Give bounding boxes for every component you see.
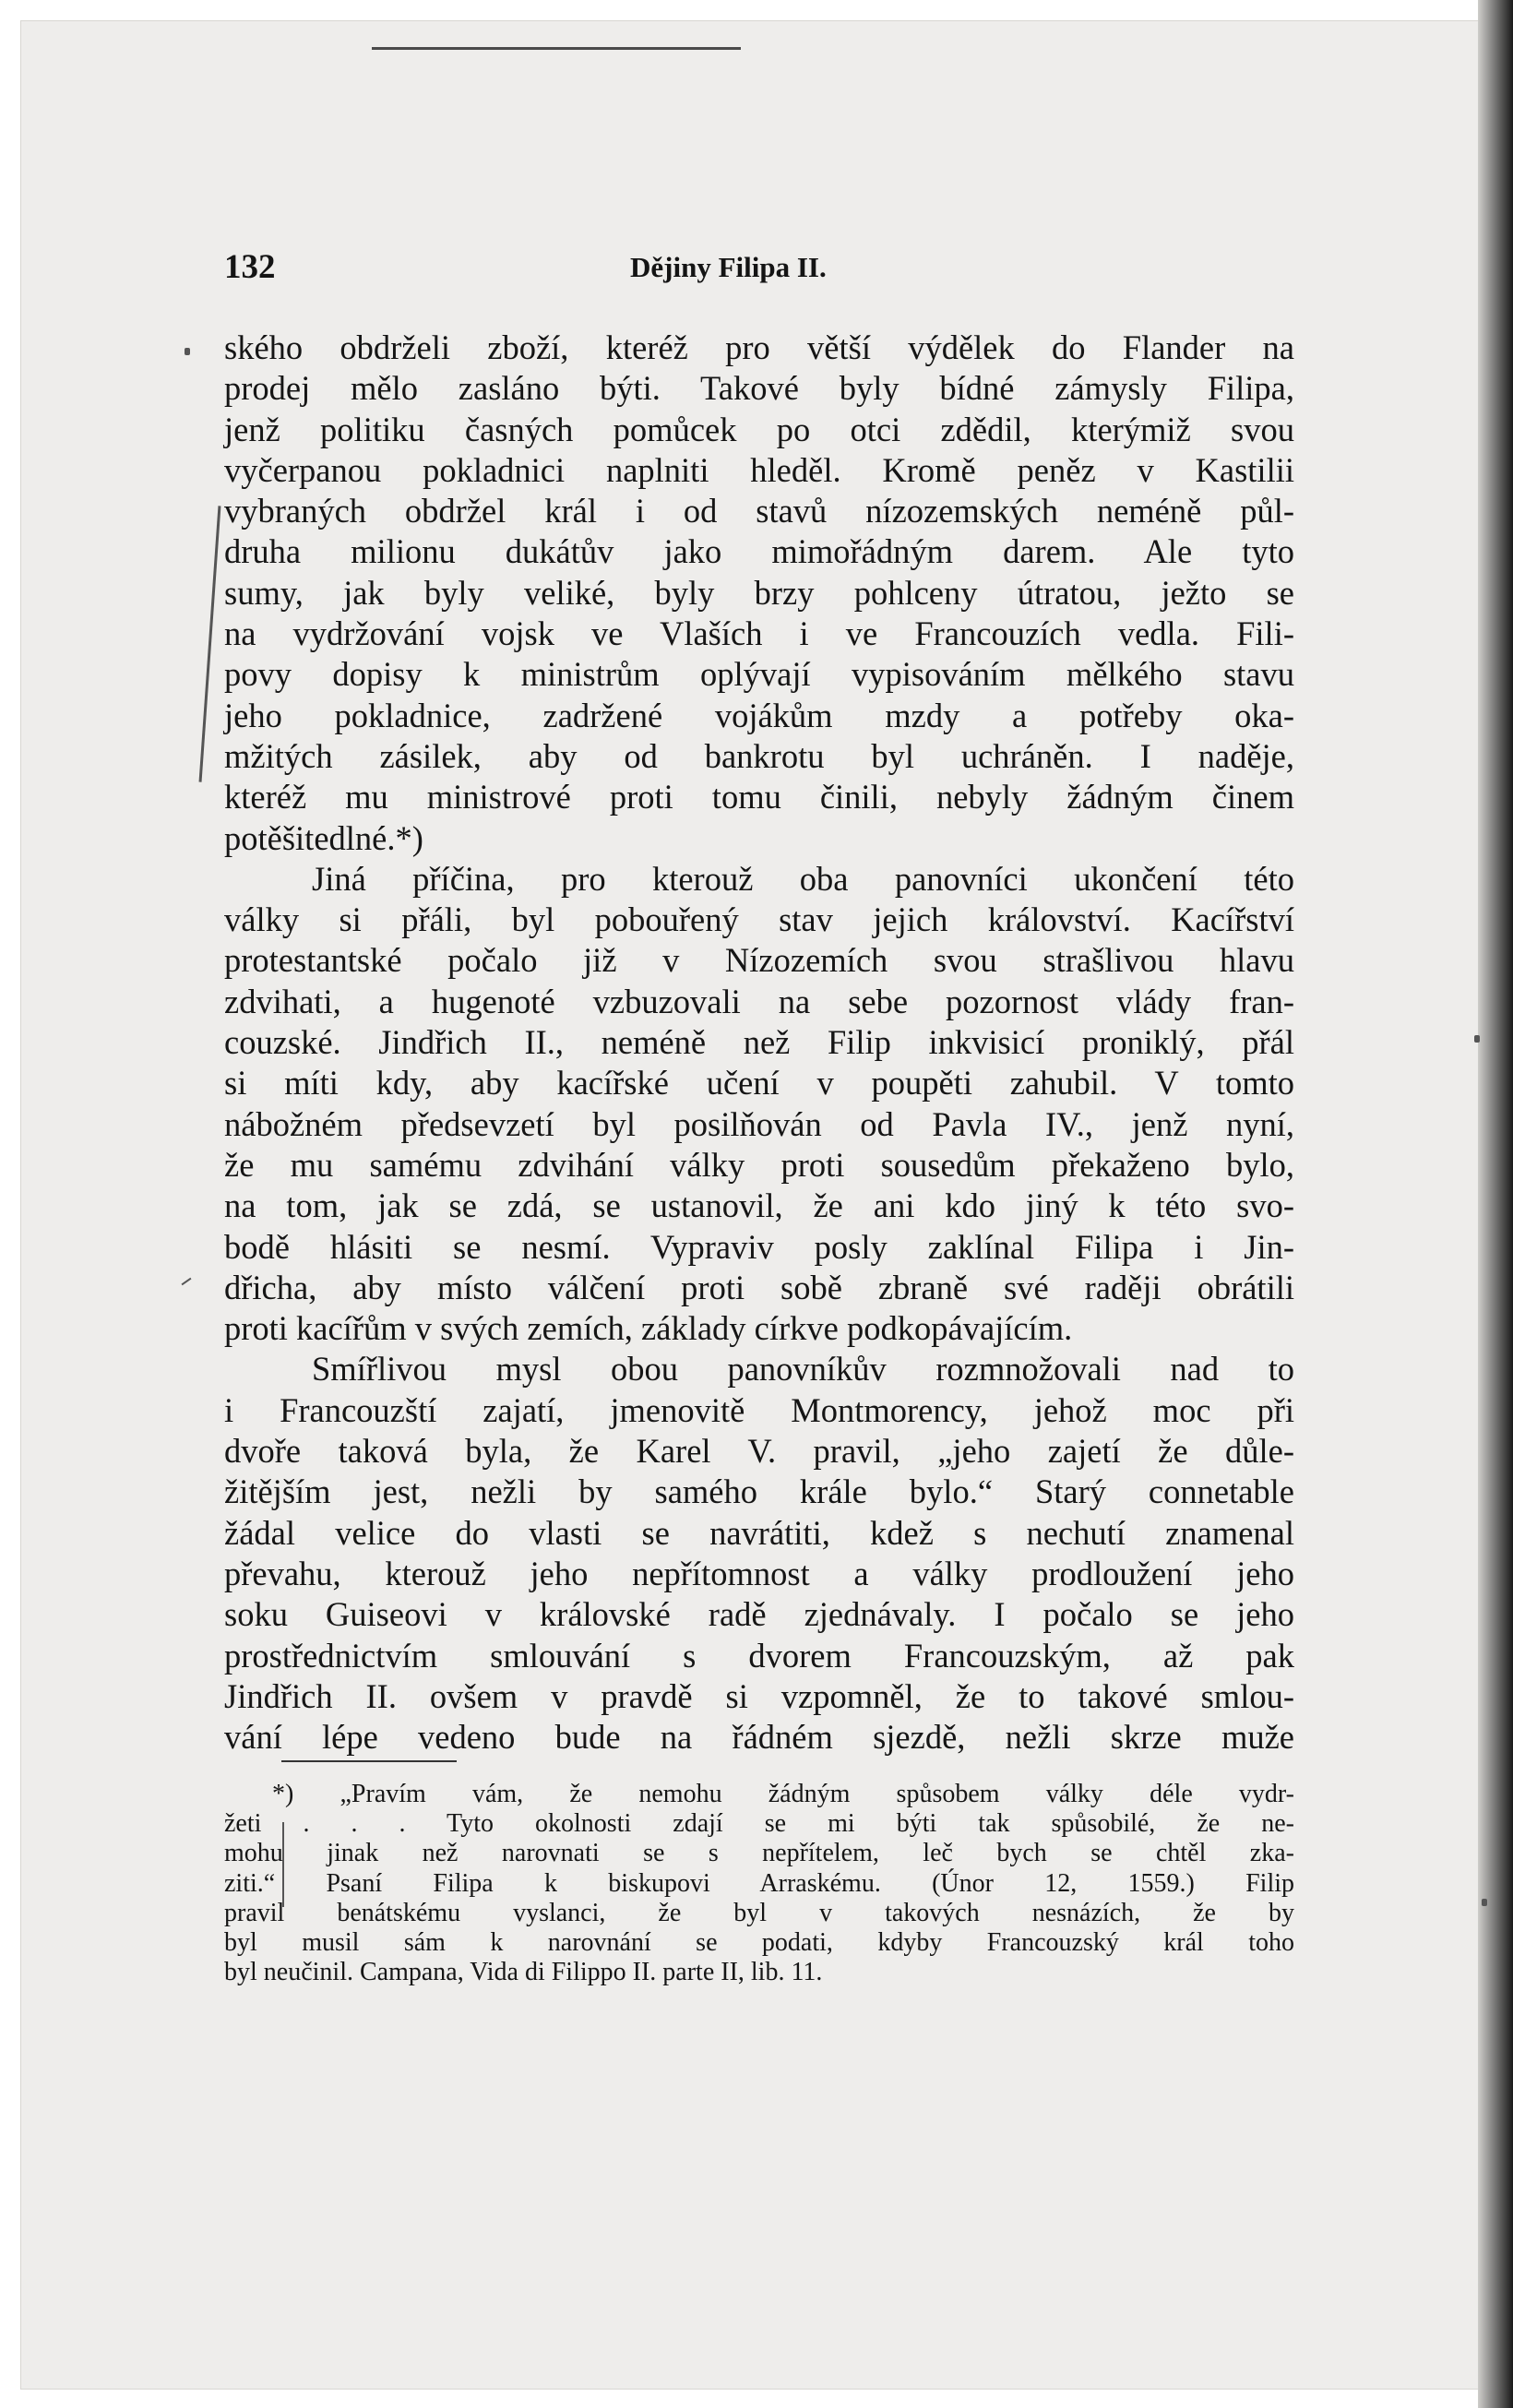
text-line: jenž politiku časných pomůcek po otci zdědil, kterýmiž svou — [224, 410, 1294, 448]
scan-edge-shadow — [1478, 0, 1513, 2408]
footnote-block — [224, 1780, 1294, 1987]
text-line: na tom, jak se zdá, se ustanovil, že ani kdo jiný k této svo- — [224, 1186, 1294, 1225]
text-line: povy dopisy k ministrům oplývají vypisováním mělkého stavu — [224, 655, 1294, 694]
text-line: i Francouzští zajatí, jmenovitě Montmorency, jehož moc při — [224, 1390, 1294, 1429]
text-line: Jindřich II. ovšem v pravdě si vzpomněl, že to takové smlou- — [224, 1676, 1294, 1715]
footnote-line: pravil benátskému vyslanci, že byl v takových nesnázích, že by — [224, 1898, 1294, 1927]
footnote-line: ziti.“ Psaní Filipa k biskupovi Arraskému. (Únor 12, 1559.) Filip — [224, 1868, 1294, 1898]
margin-dot — [185, 348, 190, 355]
text-line: soku Guiseovi v královské radě zjednávaly. I počalo se jeho — [224, 1595, 1294, 1634]
text-line: že mu samému zdvihání války proti sousedům překaženo bylo, — [224, 1145, 1294, 1184]
paragraph-start-line: Jiná příčina, pro kterouž oba panovníci ukončení této — [312, 859, 1294, 898]
text-line: proti kacířům v svých zemích, základy církve podkopávajícím. — [224, 1309, 1073, 1348]
text-line: couzské. Jindřich II., neméně než Filip inkvisicí proniklý, přál — [224, 1023, 1294, 1062]
text-line: protestantské počalo již v Nízozemích svou strašlivou hlavu — [224, 941, 1294, 980]
text-line: vyčerpanou pokladnici naplniti hleděl. Kromě peněz v Kastilii — [224, 450, 1294, 489]
text-line: na vydržování vojsk ve Vlaších i ve Francouzích vedla. Fili- — [224, 614, 1294, 653]
footnote-line: byl musil sám k narovnání se podati, kdyby Francouzský král toho — [224, 1927, 1294, 1957]
top-edge-rule — [372, 47, 741, 50]
text-line: převahu, kterouž jeho nepřítomnost a války prodloužení jeho — [224, 1554, 1294, 1592]
text-line: zdvihati, a hugenoté vzbuzovali na sebe pozornost vlády fran- — [224, 982, 1294, 1020]
text-line: kteréž mu ministrové proti tomu činili, nebyly žádným činem — [224, 778, 1294, 817]
margin-dot-right-lower — [1482, 1899, 1487, 1906]
running-title: Dějiny Filipa II. — [630, 251, 827, 283]
text-line: jeho pokladnice, zadržené vojákům mzdy a potřeby oka- — [224, 696, 1294, 734]
text-line: žádal velice do vlasti se navrátiti, kdež s nechutí znamenal — [224, 1513, 1294, 1552]
text-line: žitějším jest, nežli by samého krále bylo.“ Starý connetable — [224, 1472, 1294, 1511]
footnote-line: mohu jinak než narovnati se s nepřítelem, leč bych se chtěl zka- — [224, 1839, 1294, 1868]
main-text — [224, 328, 1294, 1758]
page-number: 132 — [224, 248, 276, 286]
running-head — [224, 247, 1294, 293]
text-line: nábožném předsevzetí byl posilňován od Pavla IV., jenž nyní, — [224, 1104, 1294, 1143]
footnote-line: *) „Pravím vám, že nemohu žádným spůsobem války déle vydr- — [272, 1780, 1294, 1808]
text-line: prodej mělo zasláno býti. Takové byly bídné zámysly Filipa, — [224, 369, 1294, 408]
text-line: dvoře taková byla, že Karel V. pravil, „jeho zajetí že důle- — [224, 1432, 1294, 1471]
text-line: ského obdrželi zboží, kteréž pro větší výdělek do Flander na — [224, 328, 1294, 366]
footnote-line: žeti . . . Tyto okolnosti zdají se mi býti tak spůsobilé, že ne- — [224, 1809, 1294, 1839]
text-line: potěšitedlné.*) — [224, 818, 423, 857]
text-line: prostřednictvím smlouvání s dvorem Francouzským, až pak — [224, 1636, 1294, 1675]
footnote-separator — [281, 1760, 457, 1762]
text-line: dřicha, aby místo válčení proti sobě zbraně své raději obrátili — [224, 1268, 1294, 1306]
text-line: vání lépe vedeno bude na řádném sjezdě, nežli skrze muže — [224, 1718, 1294, 1757]
footnote-line: byl neučinil. Campana, Vida di Filippo II. parte II, lib. 11. — [224, 1958, 823, 1987]
text-line: mžitých zásilek, aby od bankrotu byl uchráněn. I naděje, — [224, 736, 1294, 775]
text-line: druha milionu dukátův jako mimořádným darem. Ale tyto — [224, 532, 1294, 571]
margin-dot-right — [1474, 1035, 1480, 1043]
text-line: sumy, jak byly veliké, byly brzy pohlceny útratou, ježto se — [224, 573, 1294, 612]
text-line: si míti kdy, aby kacířské učení v poupěti zahubil. V tomto — [224, 1064, 1294, 1103]
text-line: bodě hlásiti se nesmí. Vypraviv posly zaklínal Filipa i Jin- — [224, 1227, 1294, 1266]
text-line: války si přáli, byl pobouřený stav jejich království. Kacířství — [224, 900, 1294, 939]
text-line: vybraných obdržel král i od stavů nízozemských neméně půl- — [224, 492, 1294, 530]
paragraph-start-line: Smířlivou mysl obou panovníkův rozmnožovali nad to — [312, 1350, 1294, 1389]
